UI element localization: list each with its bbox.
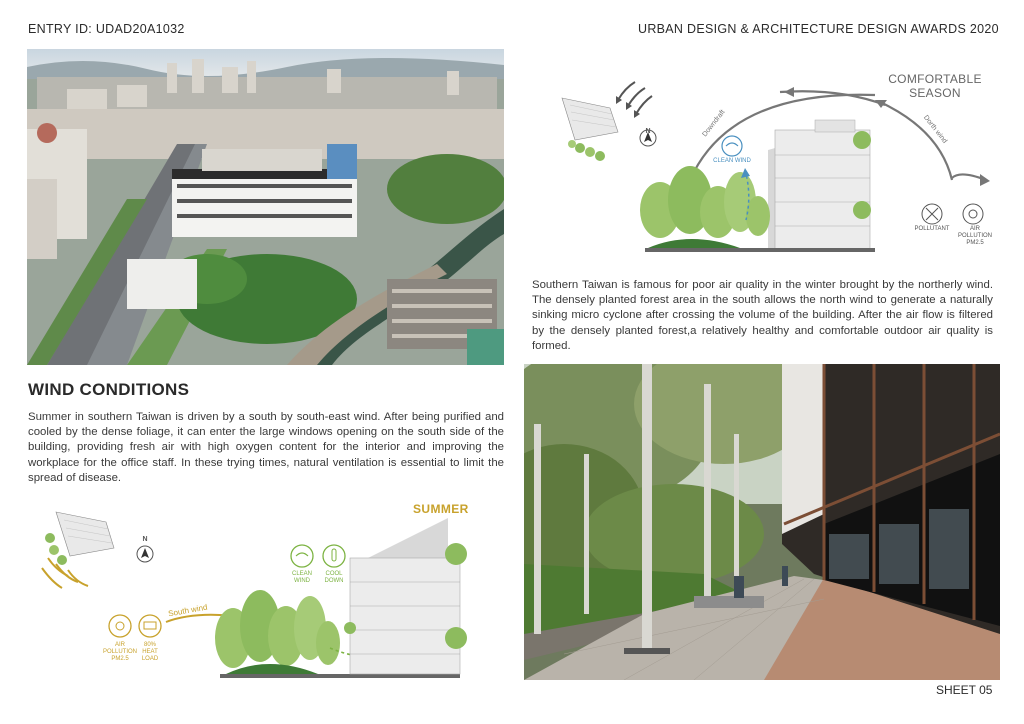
forest (640, 166, 770, 238)
heat-l2: HEAT (142, 649, 158, 655)
season-line2: SEASON (909, 86, 961, 100)
site-plan-icon (562, 98, 618, 161)
winter-clean-wind-label: CLEAN WIND (713, 158, 751, 164)
downdraft-label: Downdraft (701, 108, 727, 139)
pollutant-label: POLLUTANT (914, 226, 950, 232)
air-l1: AIR (969, 226, 980, 232)
s-air-l1: AIR (114, 642, 125, 648)
cool-l2: DOWN (324, 578, 344, 584)
award-title: URBAN DESIGN & ARCHITECTURE DESIGN AWARDS 2020 (638, 22, 999, 36)
heat-l3: LOAD (141, 656, 159, 662)
wind-conditions-heading: WIND CONDITIONS (28, 380, 190, 399)
winter-wind-paragraph: Southern Taiwan is famous for poor air quality in the winter brought by the northerly wind. The densely planted forest area in the south allows the north wind to generate a naturally sinking micro cyclone after crossing the volume of the building. After the air flow is filtered by the densely planted forest,a relatively healthy and comfortable outdoor air quality is formed. (532, 279, 993, 352)
sheet-number: SHEET 05 (936, 683, 993, 697)
winter-north-label: N (645, 128, 651, 135)
air-l3: PM2.5 (966, 240, 984, 246)
aerial-photo (27, 49, 504, 365)
summer-wind-paragraph: Summer in southern Taiwan is driven by a south by south-east wind. After being purified and cooled by the dense foliage, it can enter the large windows opening on the south side of the building, providing fresh air with high oxygen content for the interior and improving the workplace for the office staff. In these trying times, natural ventilation is essential to limit the spread of disease. (28, 411, 504, 484)
north-wind-label: Dorth wind (921, 114, 949, 145)
summer-clean-wind-label: CLEAN WIND (291, 571, 312, 584)
walkway-photo (524, 364, 1000, 680)
summer-title: SUMMER (413, 502, 469, 516)
s-air-l2: POLLUTION (102, 649, 137, 655)
summer-north-label: N (142, 536, 148, 543)
winter-air-pollution-label (953, 226, 997, 247)
building-section (768, 120, 871, 250)
cool-l1: COOL (325, 571, 343, 577)
s-air-l3: PM2.5 (111, 656, 129, 662)
comfortable-season-title (880, 72, 990, 100)
heat-load-label (130, 642, 170, 663)
entry-id: ENTRY ID: UDAD20A1032 (28, 22, 185, 36)
south-wind-label: South wind (167, 602, 209, 619)
heat-l1: 80% (143, 642, 156, 648)
cool-down-label (316, 571, 352, 585)
air-l2: POLLUTION (957, 233, 992, 239)
season-line1: COMFORTABLE (888, 72, 982, 86)
